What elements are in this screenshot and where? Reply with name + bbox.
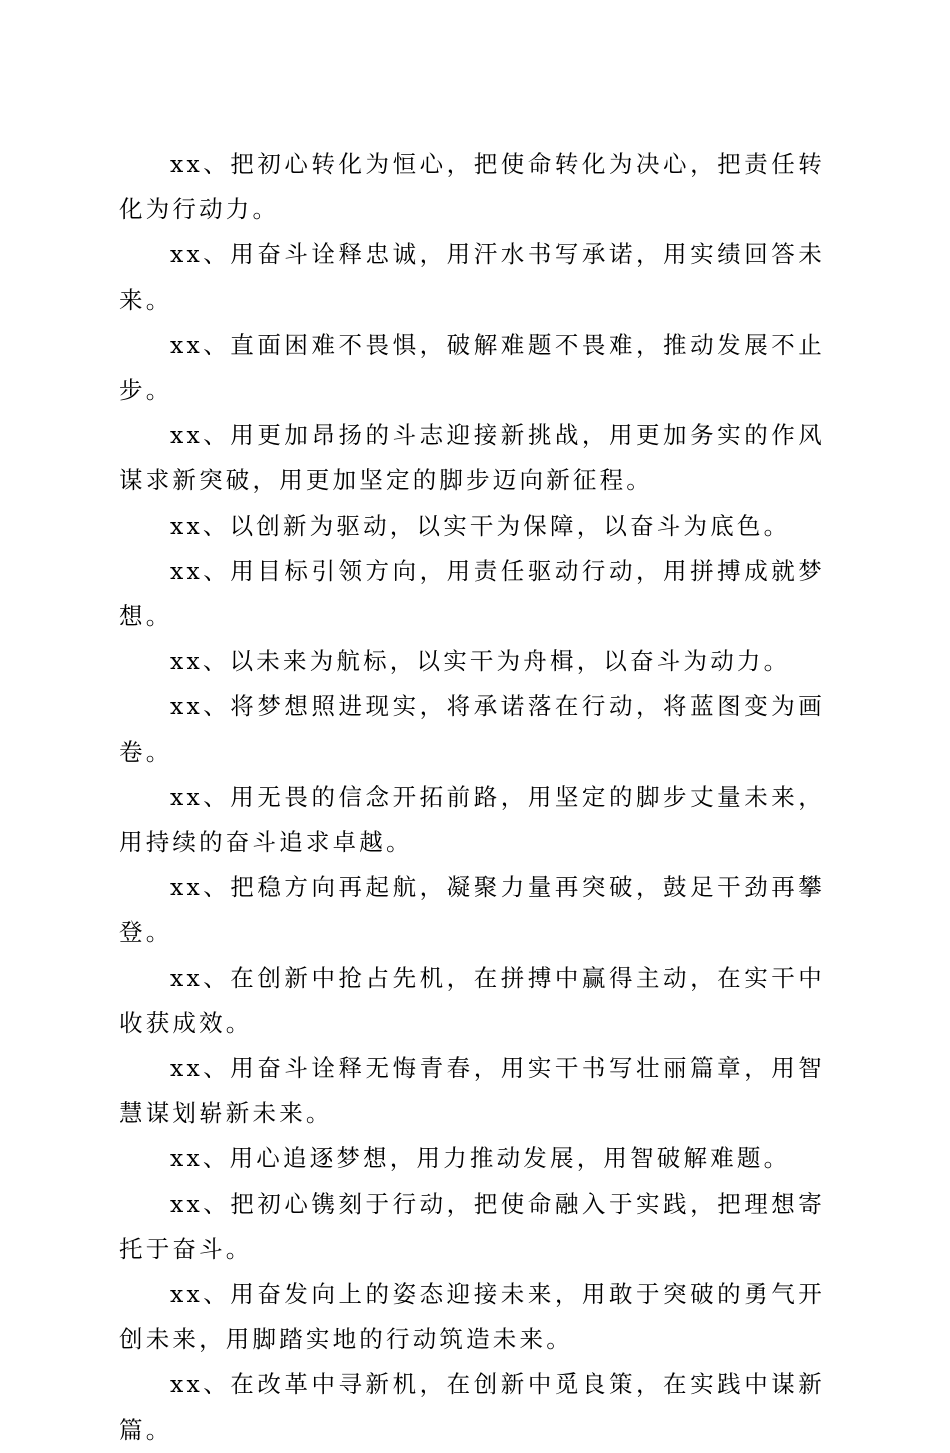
paragraph-16: xx、在改革中寻新机，在创新中觅良策，在实践中谋新篇。 bbox=[119, 1370, 825, 1444]
paragraph-8: xx、将梦想照进现实，将承诺落在行动，将蓝图变为画卷。 bbox=[119, 692, 825, 766]
paragraph-11: xx、在创新中抢占先机，在拼搏中赢得主动，在实干中收获成效。 bbox=[119, 963, 825, 1037]
paragraph-3: xx、直面困难不畏惧，破解难题不畏难，推动发展不止步。 bbox=[119, 330, 825, 405]
paragraph-1: xx、把初心转化为恒心，把使命转化为决心，把责任转化为行动力。 bbox=[119, 150, 825, 224]
paragraph-4: xx、用更加昂扬的斗志迎接新挑战，用更加务实的作风谋求新突破，用更加坚定的脚步迈向新征程。 bbox=[119, 421, 825, 495]
paragraph-13: xx、用心追逐梦想，用力推动发展，用智破解难题。 bbox=[170, 1144, 791, 1173]
paragraph-12: xx、用奋斗诠释无悔青春，用实干书写壮丽篇章，用智慧谋划崭新未来。 bbox=[119, 1054, 825, 1128]
document-body bbox=[119, 142, 825, 1453]
paragraph-9: xx、用无畏的信念开拓前路，用坚定的脚步丈量未来，用持续的奋斗追求卓越。 bbox=[119, 782, 825, 857]
paragraph-5: xx、以创新为驱动，以实干为保障，以奋斗为底色。 bbox=[170, 511, 791, 540]
paragraph-2: xx、用奋斗诠释忠诚，用汗水书写承诺，用实绩回答未来。 bbox=[119, 240, 825, 314]
paragraph-14: xx、把初心镌刻于行动，把使命融入于实践，把理想寄托于奋斗。 bbox=[119, 1189, 825, 1263]
paragraph-7: xx、以未来为航标，以实干为舟楫，以奋斗为动力。 bbox=[170, 647, 791, 676]
paragraph-6: xx、用目标引领方向，用责任驱动行动，用拼搏成就梦想。 bbox=[119, 556, 825, 631]
paragraph-15: xx、用奋发向上的姿态迎接未来，用敢于突破的勇气开创未来，用脚踏实地的行动筑造未来。 bbox=[119, 1280, 825, 1354]
paragraph-10: xx、把稳方向再起航，凝聚力量再突破，鼓足干劲再攀登。 bbox=[119, 873, 825, 947]
